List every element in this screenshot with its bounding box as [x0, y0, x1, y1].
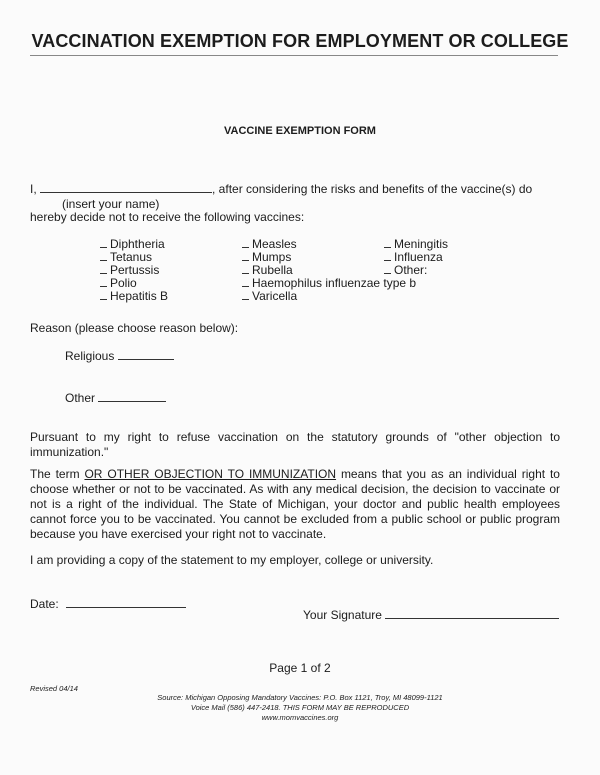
intro-prefix: I, — [30, 182, 37, 196]
religious-field[interactable] — [118, 348, 174, 360]
checkbox-blank[interactable] — [100, 238, 107, 248]
revised-date: Revised 04/14 — [30, 684, 78, 693]
date-row — [30, 596, 186, 612]
checkbox-blank[interactable] — [100, 251, 107, 261]
vaccine-label: Diphtheria — [110, 237, 165, 251]
page-number: Page 1 of 2 — [269, 661, 331, 675]
vaccine-label: Meningitis — [394, 237, 449, 251]
name-field[interactable] — [40, 181, 212, 193]
vaccine-label: Polio — [110, 276, 137, 290]
vaccine-option-other[interactable] — [384, 264, 448, 277]
intro-suffix: , after considering the risks and benefits of the vaccine(s) do — [212, 182, 533, 196]
signature-row — [303, 607, 559, 623]
religious-label: Religious — [65, 349, 115, 363]
vaccine-label: Hepatitis B — [110, 289, 169, 303]
signature-label: Your Signature — [303, 608, 382, 622]
checkbox-blank[interactable] — [384, 264, 391, 274]
vaccine-column-1 — [100, 238, 168, 303]
checkbox-blank[interactable] — [100, 264, 107, 274]
name-hint: (insert your name) — [62, 197, 160, 211]
vaccine-label: Tetanus — [110, 250, 153, 264]
vaccine-label: Haemophilus influenzae type b — [252, 276, 417, 290]
term-rest: means that you as an individual right to choose whether or not to be vaccinated. As with any medical decision, the decision to vaccinate or not is a right of the individual. The State of Michigan, your doctor and public health employees cannot force you to be vaccinated. You cannot be excluded from a public school or public program because you have exercised your right not to vaccinate. — [30, 467, 560, 541]
pursuant-paragraph: Pursuant to my right to refuse vaccination on the statutory grounds of "other objection to immunization." — [30, 430, 560, 459]
vaccine-label: Other: — [394, 263, 428, 277]
copy-statement: I am providing a copy of the statement to my employer, college or university. — [30, 553, 434, 567]
reason-other — [65, 390, 166, 406]
term-phrase: OR OTHER OBJECTION TO IMMUNIZATION — [84, 467, 337, 481]
other-label: Other — [65, 391, 96, 405]
vaccine-label: Influenza — [394, 250, 443, 264]
vaccine-option-varicella[interactable] — [242, 290, 416, 303]
title-divider — [30, 55, 558, 56]
signature-field[interactable] — [385, 607, 559, 619]
checkbox-blank[interactable] — [242, 264, 249, 274]
vaccine-option-hepatitis-b[interactable] — [100, 290, 168, 303]
vaccine-column-3 — [384, 238, 448, 277]
vaccine-label: Rubella — [252, 263, 293, 277]
page-title: VACCINATION EXEMPTION FOR EMPLOYMENT OR COLLEGE — [31, 31, 569, 51]
checkbox-blank[interactable] — [242, 238, 249, 248]
vaccine-label: Varicella — [252, 289, 298, 303]
reason-heading: Reason (please choose reason below): — [30, 321, 239, 335]
checkbox-blank[interactable] — [100, 290, 107, 300]
date-field[interactable] — [66, 596, 186, 608]
vaccine-label: Measles — [252, 237, 297, 251]
checkbox-blank[interactable] — [242, 251, 249, 261]
source-line-3: www.momvaccines.org — [261, 713, 339, 722]
checkbox-blank[interactable] — [242, 290, 249, 300]
definition-paragraph — [30, 467, 560, 542]
vaccine-label: Pertussis — [110, 263, 160, 277]
checkbox-blank[interactable] — [242, 277, 249, 287]
reason-religious — [65, 348, 174, 364]
form-title: VACCINE EXEMPTION FORM — [224, 125, 376, 137]
checkbox-blank[interactable] — [100, 277, 107, 287]
intro-line-2: hereby decide not to receive the following vaccines: — [30, 210, 305, 224]
checkbox-blank[interactable] — [384, 251, 391, 261]
intro-line — [30, 181, 532, 197]
source-line-1: Source: Michigan Opposing Mandatory Vaccines: P.O. Box 1121, Troy, MI 48099-1121 — [157, 693, 443, 702]
term-prefix: The term — [30, 467, 85, 481]
source-block — [100, 693, 500, 723]
vaccine-label: Mumps — [252, 250, 292, 264]
source-line-2: Voice Mail (586) 447-2418. THIS FORM MAY BE REPRODUCED — [190, 703, 410, 712]
other-reason-field[interactable] — [98, 390, 166, 402]
date-label: Date: — [30, 597, 59, 611]
checkbox-blank[interactable] — [384, 238, 391, 248]
